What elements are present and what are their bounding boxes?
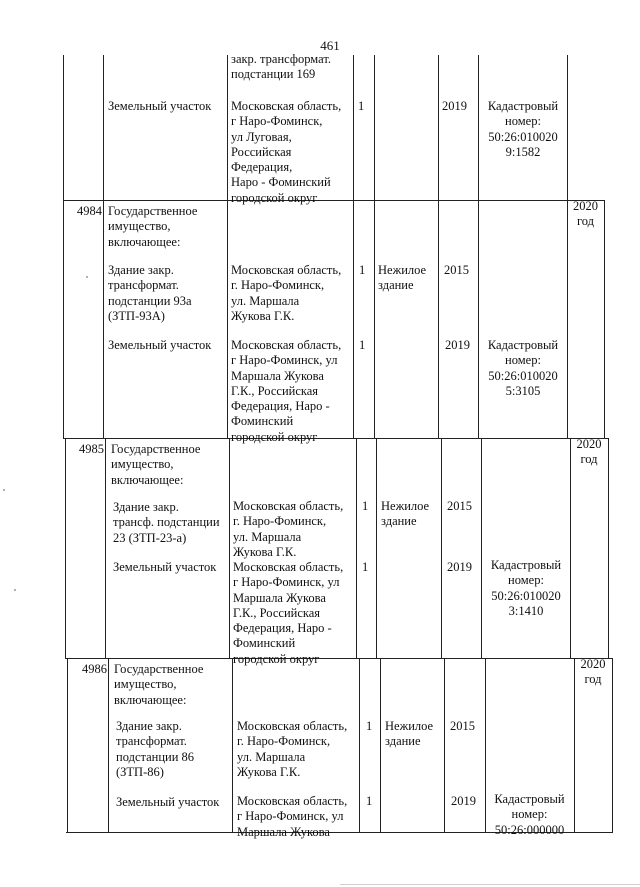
address-cell: Московская область, г Наро-Фоминск, ул Луговая, Российская Федерация, Наро - Фоминский городской округ [231, 99, 342, 205]
address-cell: Московская область, г. Наро-Фоминск, ул. Маршала Жукова Г.К. [237, 719, 348, 779]
cadastral-number-cell: Кадастровый номер: 50:26:000000 [494, 792, 565, 837]
quantity-cell: 1 [362, 560, 369, 574]
year-cell: 2019 [447, 560, 472, 574]
object-type-cell: Нежилое здание [378, 263, 427, 293]
grid-line [374, 55, 375, 439]
scan-speck [3, 489, 5, 491]
record-year-note: 2020 год [573, 199, 598, 229]
record-year-note: 2020 год [580, 657, 606, 687]
record-year-note: 2020 год [576, 437, 602, 467]
quantity-cell: 1 [359, 338, 366, 352]
record-number: 4986 [82, 662, 107, 676]
scan-speck [86, 276, 88, 278]
grid-line [63, 55, 64, 439]
grid-line [65, 438, 66, 659]
quantity-cell: 1 [366, 794, 373, 808]
land-name-cell: Земельный участок [113, 560, 217, 574]
grid-line [376, 438, 377, 659]
land-name-cell: Земельный участок [108, 99, 212, 113]
grid-line [570, 438, 571, 659]
address-cell: Московская область, г Наро-Фоминск, ул Маршала Жукова Г.К., Российская Федерация, Наро - Фоминский городской округ [231, 338, 342, 444]
grid-line [444, 658, 445, 833]
grid-line [356, 438, 357, 659]
address-cell: Московская область, г. Наро-Фоминск, ул. Маршала Жукова Г.К. [231, 263, 342, 323]
land-name-cell: Земельный участок [108, 338, 212, 352]
grid-line [227, 55, 228, 439]
building-name-cell: Здание закр. трансф. подстанции 23 (ЗТП-23-а) [113, 500, 220, 545]
grid-line [612, 658, 613, 833]
grid-line [481, 438, 482, 659]
grid-line [105, 438, 106, 659]
grid-line [438, 55, 439, 439]
year-cell: 2019 [445, 338, 470, 352]
grid-line [604, 200, 605, 439]
quantity-cell: 1 [362, 499, 369, 513]
record-number: 4984 [77, 204, 102, 218]
address-cell: Московская область, г. Наро-Фоминск, ул. Маршала Жукова Г.К. [233, 499, 344, 559]
cadastral-number-cell: Кадастровый номер: 50:26:010020 5:3105 [487, 338, 559, 398]
cadastral-number-cell: Кадастровый номер: 50:26:010020 3:1410 [490, 558, 562, 618]
year-cell: 2019 [442, 99, 467, 113]
year-cell: 2015 [444, 263, 469, 277]
address-cell: закр. трансформат. подстанции 169 [231, 52, 331, 82]
quantity-cell: 1 [358, 99, 365, 113]
quantity-cell: 1 [359, 263, 366, 277]
grid-line [608, 438, 609, 659]
address-cell: Московская область, г Наро-Фоминск, ул Маршала Жукова Г.К., Российская Федерация, Наро - Фоминский городской округ [233, 560, 344, 666]
grid-line [103, 55, 104, 439]
grid-line [229, 438, 230, 659]
scan-speck [14, 589, 16, 591]
object-type-cell: Нежилое здание [381, 499, 430, 529]
grid-line [67, 658, 68, 833]
grid-line [353, 55, 354, 439]
grid-line [380, 658, 381, 833]
object-type-cell: Нежилое здание [385, 719, 434, 749]
grid-line [359, 658, 360, 833]
year-cell: 2015 [450, 719, 475, 733]
record-header: Государственное имущество, включающее: [114, 662, 204, 707]
record-header: Государственное имущество, включающее: [108, 204, 198, 249]
scan-shadow [340, 884, 640, 885]
quantity-cell: 1 [366, 719, 373, 733]
year-cell: 2019 [451, 794, 476, 808]
cadastral-number-cell: Кадастровый номер: 50:26:010020 9:1582 [487, 99, 559, 159]
grid-line [108, 658, 109, 833]
year-cell: 2015 [447, 499, 472, 513]
grid-line [441, 438, 442, 659]
record-number: 4985 [79, 442, 104, 456]
address-cell: Московская область, г Наро-Фоминск, ул Маршала Жукова [237, 794, 348, 839]
grid-line [567, 55, 568, 439]
record-header: Государственное имущество, включающее: [111, 442, 201, 487]
page-number: 461 [320, 38, 340, 53]
land-name-cell: Земельный участок [116, 795, 220, 809]
building-name-cell: Здание закр. трансформат. подстанции 86 (ЗТП-86) [116, 719, 195, 779]
building-name-cell: Здание закр. трансформат. подстанции 93а (ЗТП-93А) [108, 263, 192, 323]
